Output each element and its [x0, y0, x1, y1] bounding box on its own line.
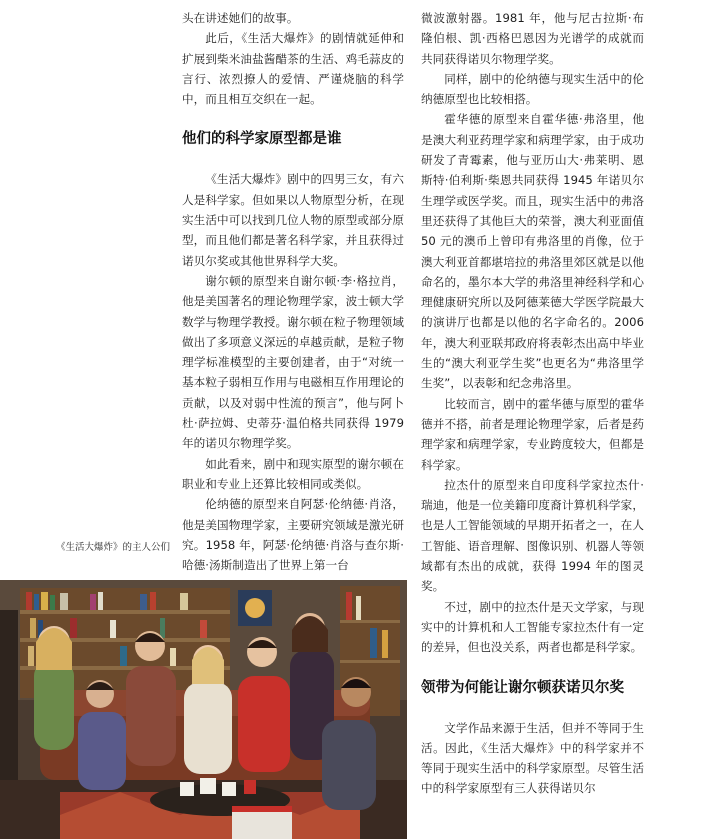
paragraph: 头在讲述她们的故事。 [182, 11, 299, 25]
cast-photo [0, 580, 407, 839]
paragraph: 如此看来，剧中和现实原型的谢尔顿在职业和专业上还算比较相同或类似。 [182, 456, 404, 491]
paragraph: 此后，《生活大爆炸》的剧情就延伸和扩展到柴米油盐酱醋茶的生活、鸡毛蒜皮的言行、浓烈撩人的爱情、严谨烧脑的科学中，而且相互交织在一起。 [182, 31, 404, 107]
paragraph: 同样，剧中的伦纳德与现实生活中的伦纳德原型也比较相搭。 [421, 71, 644, 107]
paragraph: 比较而言，剧中的霍华德与原型的霍华德并不搭，前者是理论物理学家，后者是药理学家和病理学家，专业跨度较大，但都是科学家。 [421, 396, 644, 472]
paragraph: 伦纳德的原型来自阿瑟·伦纳德·肖洛，他是美国物理学家，主要研究领域是激光研究。1958 年，阿瑟·伦纳德·肖洛与查尔斯·哈德·汤斯制造出了世界上第一台 [182, 497, 404, 573]
photo-caption: 《生活大爆炸》的主人公们 [56, 542, 171, 553]
section-heading: 他们的科学家原型都是谁 [182, 131, 342, 148]
paragraph: 不过，剧中的拉杰什是天文学家，与现实中的计算机和人工智能专家拉杰什有一定的差异，但也没关系，两者也都是科学家。 [421, 599, 644, 655]
section-heading: 领带为何能让谢尔顿获诺贝尔奖 [421, 679, 624, 696]
paragraph: 文学作品来源于生活，但并不等同于生活。因此，《生活大爆炸》中的科学家并不等同于现实生活中的科学家原型。尽管生活中的科学家原型有三人获得诺贝尔 [421, 720, 644, 796]
paragraph: 霍华德的原型来自霍华德·弗洛里，他是澳大利亚药理学家和病理学家，由于成功研发了青霉素，他与亚历山大·弗莱明、恩斯特·伯利斯·柴恩共同获得 1945 年诺贝尔生理学或医学奖。而且，现实生活中的弗洛里还获得了其他巨大的荣誉，澳大利亚面值 50 元的澳币上曾印有弗洛里的肖像，位于澳大利亚首都堪培拉的弗洛里郊区就是以他命名的，墨尔本大学的弗洛里神经科学和心理健康研究所以及阿德莱德大学医学院最大的演讲厅也都是以他的名字命名的。2006 年，澳大利亚联邦政府将表彰杰出高中毕业生的“澳大利亚学生奖”也更名为“弗洛里学生奖”，以表彰和纪念弗洛里。 [421, 112, 644, 391]
right-column [421, 8, 644, 799]
paragraph: 《生活大爆炸》剧中的四男三女，有六人是科学家。但如果以人物原型分析，在现实生活中可以找到几位人物的原型或部分原型，而且他们都是著名科学家，并且获得过诺贝尔奖或其他世界科学大奖。 [182, 172, 404, 268]
paragraph: 微波激射器。1981 年，他与尼古拉斯·布隆伯根、凯·西格巴恩因为光谱学的成就而共同获得诺贝尔物理学奖。 [421, 11, 644, 66]
paragraph: 谢尔顿的原型来自谢尔顿·李·格拉肖，他是美国著名的理论物理学家，波士顿大学数学与物理学教授。谢尔顿在粒子物理领域做出了多项意义深远的卓越贡献，是粒子物理学标准模型的主要创建者，由于“对统一基本粒子弱相互作用与电磁相互作用理论的贡献，以及对弱中性流的预言”，他与阿卜杜·萨拉姆、史蒂芬·温伯格共同获得 1979 年的诺贝尔物理学奖。 [182, 273, 404, 451]
paragraph: 拉杰什的原型来自印度科学家拉杰什·瑞迪，他是一位美籍印度裔计算机科学家，也是人工智能领域的早期开拓者之一，在人工智能、语音理解、图像识别、机器人等领域都有杰出的成就，获得 1994 年的图灵奖。 [421, 477, 644, 594]
left-column [182, 8, 404, 575]
